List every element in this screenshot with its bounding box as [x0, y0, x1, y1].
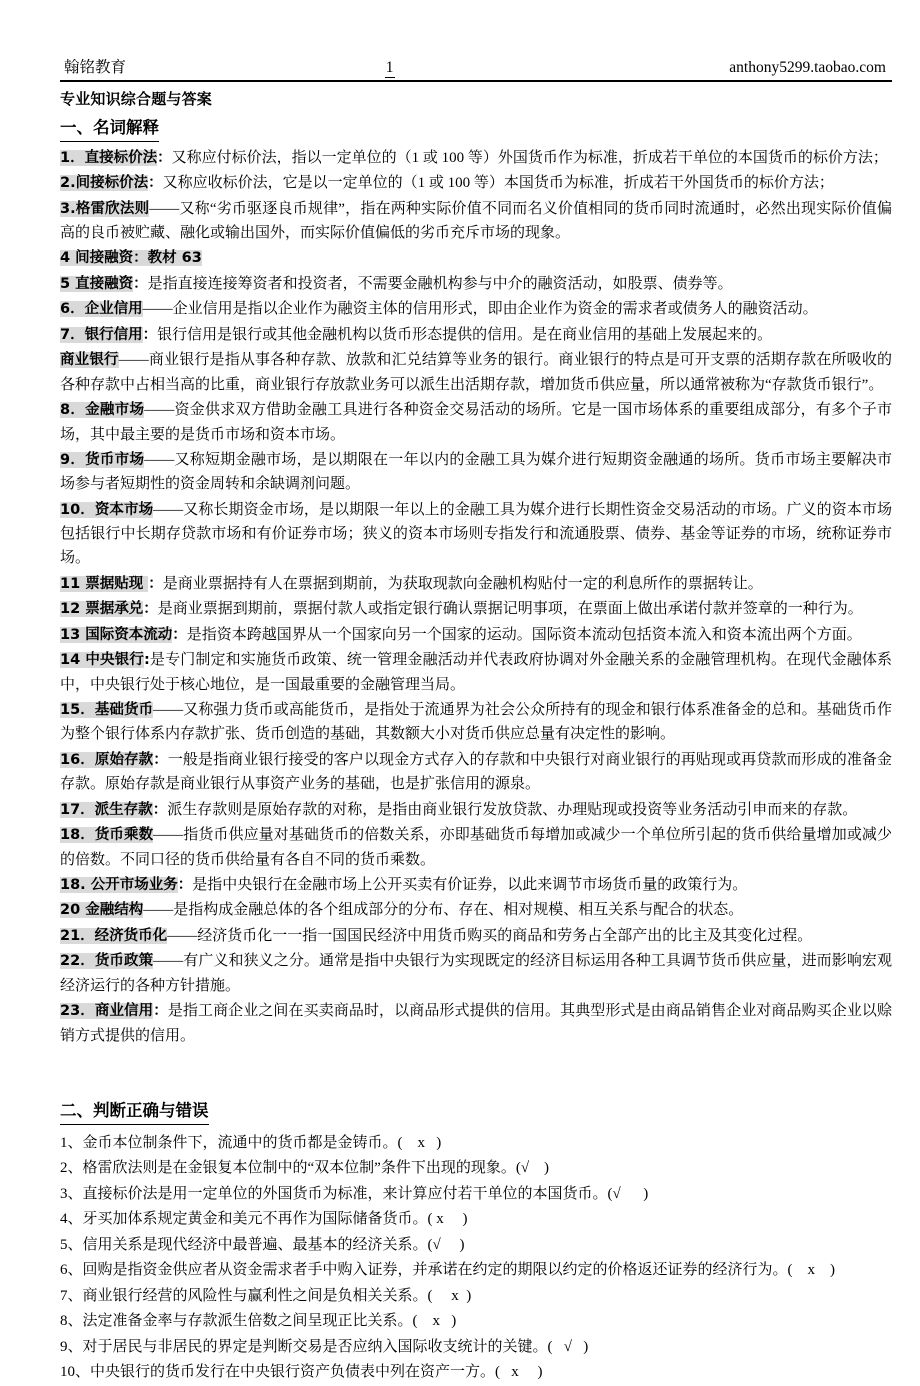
glossary-definition: 又称应收标价法，它是以一定单位的（1 或 100 等）本国货币为标准，折成若干外国货币的标价方法；	[162, 175, 834, 192]
glossary-definition: 一般是指商业银行接受的客户以现金方式存入的存款和中央银行对商业银行的再贴现或再贷款而形成的准备金存款。原始存款是商业银行从事资产业务的基础，也是扩张信用的源泉。	[60, 751, 892, 793]
glossary-term-separator: ：	[177, 876, 193, 893]
glossary-entry	[60, 246, 892, 270]
glossary-definition: ——资金供求双方借助金融工具进行各种资金交易活动的场所。它是一国市场体系的重要组成部分，有多个子市场，其中最主要的是货币市场和资本市场。	[60, 402, 892, 443]
glossary-term-separator: ：	[153, 751, 168, 768]
glossary-term: 9．货币市场	[60, 451, 145, 468]
true-false-list	[60, 1131, 892, 1386]
true-false-item: 3、直接标价法是用一定单位的外国货币为标准，来计算应付若干单位的本国货币。(√ )	[60, 1185, 649, 1202]
glossary-entry	[60, 146, 892, 170]
glossary-term: 18. 公开市场业务	[60, 876, 178, 893]
glossary-entry	[60, 648, 892, 697]
section-two-heading-wrap	[60, 1097, 892, 1127]
glossary-term-separator: ：	[148, 175, 163, 192]
glossary-definition: ——又称长期资金市场，是以期限一年以上的金融工具为媒介进行长期性资金交易活动的市场。广义的资本市场包括银行中长期存贷款市场和有价证券市场；狭义的资本市场则专指发行和流通股票、债券、基金等证券的市场，统称证券市场。	[60, 501, 892, 567]
glossary-term: 4 间接融资：教材 63	[60, 250, 202, 267]
true-false-item: 7、商业银行经营的风险性与赢利性之间是负相关关系。( x )	[60, 1287, 472, 1304]
glossary-definition: ——又称“劣币驱逐良币规律”，指在两种实际价值不同而名义价值相同的货币同时流通时，必然出现实际价值偏高的良币被贮藏、融化或输出国外，而实际价值偏低的劣币充斥市场的现象。	[60, 200, 892, 242]
glossary-term: 15．基础货币	[60, 701, 154, 718]
section-one-heading: 一、名词解释	[60, 116, 159, 142]
true-false-item: 2、格雷欣法则是在金银复本位制中的“双本位制”条件下出现的现象。(√ )	[60, 1160, 550, 1177]
true-false-item: 1、金币本位制条件下，流通中的货币都是金铸币。( x )	[60, 1134, 442, 1151]
glossary-term: 6．企业信用	[60, 301, 143, 318]
glossary-term: 23．商业信用	[60, 1003, 154, 1020]
glossary-term: 1．直接标价法	[60, 149, 158, 166]
page-header	[60, 58, 892, 82]
glossary-entry	[60, 898, 892, 922]
glossary-definition: ——商业银行是指从事各种存款、放款和汇兑结算等业务的银行。商业银行的特点是可开支票的活期存款在所吸收的各种存款中占相当高的比重，商业银行存放款业务可以派生出活期存款，增加货币供应量，所以通常被称为“存款货币银行”。	[60, 352, 892, 393]
glossary-term-separator: :	[143, 652, 150, 669]
glossary-term: 22．货币政策	[60, 953, 154, 970]
glossary-entry	[60, 448, 892, 497]
glossary-term: 10．资本市场	[60, 501, 154, 518]
glossary-term: 5 直接融资	[60, 275, 134, 292]
true-false-item: 8、法定准备金率与存款派生倍数之间呈现正比关系。( x )	[60, 1313, 457, 1330]
glossary-term: 14 中央银行	[60, 652, 144, 669]
page-number-value: 1	[385, 59, 394, 76]
glossary-term-separator: ：	[148, 575, 163, 592]
glossary-term-separator: ：	[142, 326, 158, 343]
glossary-entry	[60, 623, 892, 647]
header-website: anthony5299.taobao.com	[729, 59, 886, 76]
glossary-term: 商业银行	[60, 352, 119, 369]
glossary-definition: 是指中央银行在金融市场上公开买卖有价证券，以此来调节市场货币量的政策行为。	[192, 876, 748, 893]
glossary-term: 18．货币乘数	[60, 827, 154, 844]
glossary-term: 12 票据承兑	[60, 601, 144, 618]
glossary-definition: 是指资本跨越国界从一个国家向另一个国家的运动。国际资本流动包括资本流入和资本流出两个方面。	[186, 626, 862, 643]
glossary-entry	[60, 572, 892, 596]
glossary-definition: 又称应付标价法，指以一定单位的（1 或 100 等）外国货币作为标准，折成若干单位的本国货币的标价方法；	[171, 149, 888, 166]
glossary-term-separator: ：	[157, 149, 172, 166]
glossary-entry	[60, 171, 892, 195]
true-false-item: 5、信用关系是现代经济中最普遍、最基本的经济关系。(√ )	[60, 1236, 465, 1253]
glossary-entry	[60, 873, 892, 897]
glossary-definition: ——又称强力货币或高能货币，是指处于流通界为社会公众所持有的现金和银行体系准备金的总和。基础货币作为整个银行体系内存款扩张、货币创造的基础，其数额大小对货币供应总量有决定性的影响。	[60, 701, 892, 743]
glossary-entry	[60, 798, 892, 822]
glossary-definition: 派生存款则是原始存款的对称，是指由商业银行发放贷款、办理贴现或投资等业务活动引申而来的存款。	[167, 801, 858, 818]
glossary-term: 8．金融市场	[60, 402, 145, 419]
glossary-definition: ——经济货币化一一指一国国民经济中用货币购买的商品和劳务占全部产出的比主及其变化过程。	[167, 927, 813, 944]
glossary-entry	[60, 272, 892, 296]
glossary-term-separator: ：	[172, 626, 187, 643]
glossary-term: 3.格雷欣法则	[60, 200, 150, 217]
glossary-definition: 是商业票据到期前，票据付款人或指定银行确认票据记明事项，在票面上做出承诺付款并签章的一种行为。	[157, 601, 863, 618]
glossary-term-separator: ：	[143, 601, 158, 618]
glossary-term: 20 金融结构	[60, 902, 144, 919]
glossary-entry	[60, 398, 892, 447]
section-spacer	[60, 1049, 892, 1071]
glossary-entry	[60, 498, 892, 571]
glossary-entry	[60, 297, 892, 321]
glossary-entry	[60, 823, 892, 872]
glossary-entry-list	[60, 146, 892, 1048]
glossary-term: 13 国际资本流动	[60, 626, 173, 643]
document-title: 专业知识综合题与答案	[60, 90, 213, 109]
glossary-term-separator: ：	[153, 1003, 168, 1020]
glossary-term: 11 票据贴现	[60, 575, 149, 592]
glossary-entry	[60, 197, 892, 246]
glossary-definition: ——是指构成金融总体的各个组成部分的分布、存在、相对规模、相互关系与配合的状态。	[143, 902, 744, 919]
true-false-item: 10、中央银行的货币发行在中央银行资产负债表中列在资产一方。( x )	[60, 1364, 543, 1381]
true-false-item: 6、回购是指资金供应者从资金需求者手中购入证券，并承诺在约定的期限以约定的价格返还证券的经济行为。( x )	[60, 1262, 835, 1279]
glossary-definition: ——有广义和狭义之分。通常是指中央银行为实现既定的经济目标运用各种工具调节货币供应量，进而影响宏观经济运行的各种方针措施。	[60, 953, 892, 994]
glossary-definition: 银行信用是银行或其他金融机构以货币形态提供的信用。是在商业信用的基础上发展起来的。	[157, 326, 773, 343]
glossary-definition: 是专门制定和实施货币政策、统一管理金融活动并代表政府协调对外金融关系的金融管理机构。在现代金融体系中，中央银行处于核心地位，是一国最重要的金融管理当局。	[60, 652, 892, 693]
glossary-definition: 是商业票据持有人在票据到期前，为获取现款向金融机构贴付一定的利息所作的票据转让。	[162, 575, 763, 592]
glossary-term: 17．派生存款	[60, 801, 153, 818]
section-two-heading: 二、判断正确与错误	[60, 1099, 209, 1125]
glossary-entry	[60, 698, 892, 747]
glossary-term: 16．原始存款	[60, 751, 154, 768]
glossary-definition: ——又称短期金融市场，是以期限在一年以内的金融工具为媒介进行短期资金融通的场所。货币市场主要解决市场参与者短期性的资金周转和余缺调剂问题。	[60, 451, 892, 493]
glossary-term: 7．银行信用	[60, 326, 143, 343]
true-false-item: 4、牙买加体系规定黄金和美元不再作为国际储备货币。( x )	[60, 1211, 468, 1228]
glossary-entry	[60, 924, 892, 948]
glossary-term: 21．经济货币化	[60, 927, 168, 944]
glossary-entry	[60, 348, 892, 397]
glossary-term-separator: ：	[133, 275, 148, 292]
glossary-entry	[60, 999, 892, 1048]
glossary-definition: 是指工商企业之间在买卖商品时，以商品形式提供的信用。其典型形式是由商品销售企业对商品购买企业以赊销方式提供的信用。	[60, 1003, 892, 1044]
glossary-term: 2.间接标价法	[60, 175, 149, 192]
glossary-entry	[60, 748, 892, 797]
glossary-definition: ——企业信用是指以企业作为融资主体的信用形式，即由企业作为资金的需求者或债务人的融资活动。	[142, 301, 818, 318]
glossary-entry	[60, 597, 892, 621]
section-one-heading-wrap	[60, 114, 892, 144]
true-false-item: 9、对于居民与非居民的界定是判断交易是否应纳入国际收支统计的关键。( √ )	[60, 1338, 589, 1355]
glossary-term-separator: ：	[152, 801, 168, 818]
glossary-entry	[60, 323, 892, 347]
header-page-number	[88, 58, 691, 77]
glossary-entry	[60, 949, 892, 998]
glossary-definition: 是指直接连接筹资者和投资者，不需要金融机构参与中介的融资活动，如股票、债券等。	[147, 275, 733, 292]
glossary-definition: ——指货币供应量对基础货币的倍数关系，亦即基础货币每增加或减少一个单位所引起的货币供给量增加或减少的倍数。不同口径的货币供给量有各自不同的货币乘数。	[60, 827, 892, 868]
header-organization: 翰铭教育	[64, 59, 127, 76]
